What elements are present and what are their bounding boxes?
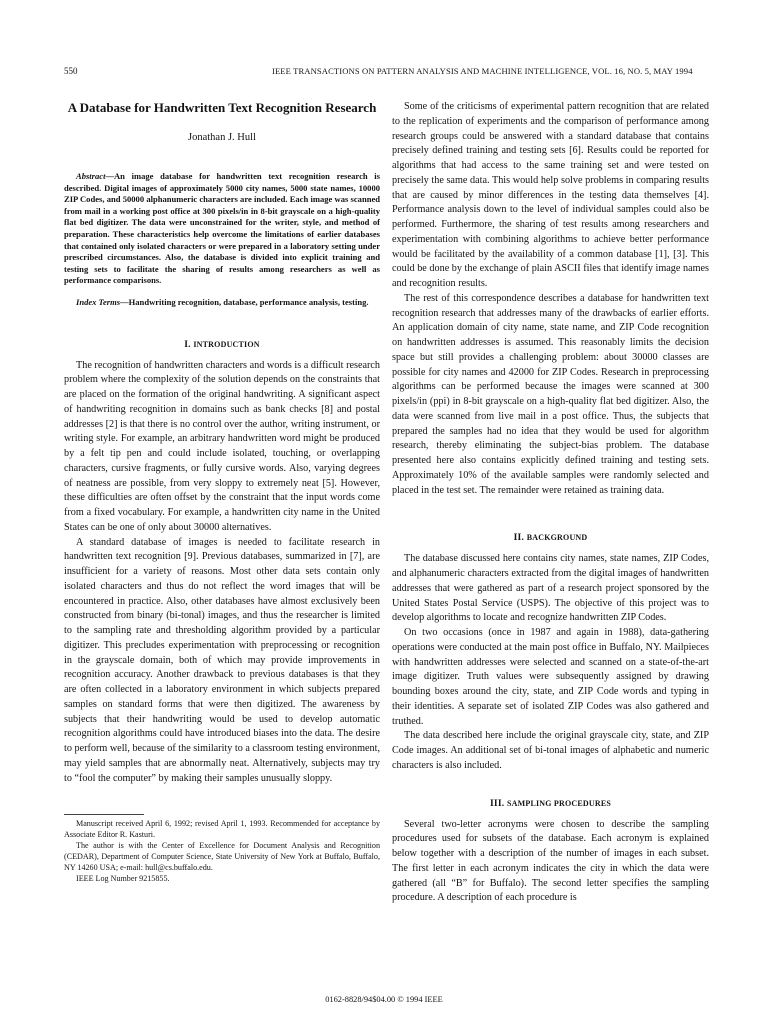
abstract (64, 171, 380, 287)
paper-title: A Database for Handwritten Text Recognition Research (67, 100, 377, 115)
section-number: II. (513, 532, 525, 544)
section-heading-background (392, 532, 709, 543)
copyright-line: 0162-8828/94$04.00 © 1994 IEEE (325, 995, 443, 1004)
footnote: The author is with the Center of Excellence for Document Analysis and Recognition (CEDAR), Department of Computer Science, State University of New York at Buffalo, Buffalo, NY 14260 USA; e-mail: hull@cs.buffalo.edu. (64, 841, 380, 872)
paragraph: Some of the criticisms of experimental pattern recognition that are related to the replication of experiments and the comparison of performance among research groups could be answered with a standard database that contains precisely defined training and testing sets [6]. Results could be reported for algorithms that had access to the same training set and were tested on precisely the same data. This would help solve problems in comparing results that are caused by minor differences in the testing data themselves [4]. Performance analysis down to the level of individual samples could also be performed. Furthermore, the sharing of test results among researchers and experimentation with combining algorithms to achieve better performance would be facilitated by the availability of a common database [1], [3]. This could be done by the exchange of plain ASCII files that identify image names and recognition results. (392, 101, 709, 289)
paragraph: On two occasions (once in 1987 and again in 1988), data-gathering operations were conducted at the main post office in Buffalo, NY. Mailpieces with handwritten addresses were selected and scanned on a state-of-the-art image digitizer. Truth values were subsequently assigned by drawing bounding boxes around the city, state, and ZIP Code words and typing in their identities. A separate set of isolated ZIP Codes was also gathered and truthed. (392, 627, 709, 727)
paragraph: The rest of this correspondence describes a database for handwritten text recognition research that addresses many of the drawbacks of earlier efforts. An application domain of city name, state name, and ZIP Code recognition on handwritten addresses is assumed. This reasonably limits the decision space but still provides a challenging problem: about 30000 classes are possible for city names and 42000 for ZIP Codes. Research in preprocessing algorithms can be performed because the images were scanned at 300 pixels/in (ppi) in 8-bit grayscale on a high-quality flat bed digitizer. Also, the data were scanned from live mail in a post office. Thus, the subjects that prepared the samples had no idea that they would be used for algorithm research, thereby eliminating the subject-bias problem. The database presented here also contains explicitly defined training and testing sets. Approximately 10% of the available samples were randomly selected and placed in the test set. The remainder were retained as training data. (392, 292, 709, 496)
paragraph: A standard database of images is needed to facilitate research in handwritten text recognition [9]. Previous databases, summarized in [7], are insufficient for a variety of reasons. Most other data sets contain only isolated characters and thus do not reflect the word images that will be encountered in practice. Also, other databases have almost exclusively been constructed from binary (bi-tonal) images, and thus the researcher is limited to the sampling rate and thresholding algorithm provided by a particular digitizer. This precludes experimentation with preprocessing or recognition in the grayscale domain, both of which may provide improvements in recognition accuracy. Another drawback to previous databases is that they are often collected in a laboratory environment in which subjects prepared samples on standard forms that were then digitized. The awareness by subjects that their handwriting would be used to develop automatic recognition algorithms could have introduced biases into the data. The desire to perform well, because of the similarity to a classroom testing environment, may yield samples that are abnormally neat. Alternatively, subjects may try to “fool the computer” by making their samples unusually sloppy. (64, 536, 381, 784)
abstract-label: Abstract (76, 171, 106, 181)
section-number: III. (489, 797, 505, 809)
section-title: INTRODUCTION (193, 339, 260, 349)
footnote: Manuscript received April 6, 1992; revised April 1, 1993. Recommended for acceptance by Associate Editor R. Kasturi. (64, 819, 380, 840)
right-column (392, 100, 709, 906)
abstract-text: —An image database for handwritten text recognition research is described. Digital images of approximately 5000 city names, 5000 state names, 10000 ZIP Codes, and 50000 alphanumeric characters are included. Each image was scanned from mail in a working post office at 300 pixels/in in 8-bit grayscale on a high-quality flat bed digitizer. The data were unconstrained for the writer, style, and method of preparation. These characteristics help overcome the limitations of earlier databases that contained only isolated characters or were prepared in a laboratory setting under prescribed circumstances. Also, the database is divided into explicit training and testing sets to facilitate the sharing of results among researchers as well as performance comparisons. (64, 171, 380, 286)
running-head: IEEE TRANSACTIONS ON PATTERN ANALYSIS AND MACHINE INTELLIGENCE, VOL. 16, NO. 5, MAY 1994 (272, 66, 693, 76)
section-title: SAMPLING PROCEDURES (506, 798, 612, 808)
paragraph: The data described here include the original grayscale city, state, and ZIP Code images. An additional set of bi-tonal images of alphabetic and numeric characters is also included. (392, 730, 709, 771)
page-number: 550 (64, 66, 78, 76)
left-column (64, 100, 380, 885)
index-terms (64, 297, 380, 309)
section-heading-sampling-procedures (392, 798, 709, 809)
section-heading-introduction (64, 339, 380, 350)
footnote: IEEE Log Number 9215855. (76, 873, 170, 883)
paragraph: The database discussed here contains city names, state names, ZIP Codes, and alphanumeric characters extracted from the digital images of handwritten addresses that were gathered as part of a research project sponsored by the United States Postal Service (USPS). The objective of this project was to develop algorithms to locate and recognize handwritten ZIP Codes. (392, 553, 709, 624)
paragraph: The recognition of handwritten characters and words is a difficult research problem where the complexity of the solution depends on the constraints that are placed on the formation of the original handwriting. A significant aspect of handwriting recognition in domains such as bank checks [8] and postal addresses [2] is that there is no control over the author, writing instrument, or writing style. For example, an arbitrary handwritten word might be produced by a felt tip pen and could include isolated, touching, or overlapping characters, cursive fragments, or fully cursive words. Also, varying degrees of neatness are possible, from very sloppy to extremely neat [5]. However, these difficulties are often offset by the constraint that the input words come from a fixed vocabulary. For example, a handwritten city name in the United States can be one of only about 30000 alternatives. (64, 359, 380, 533)
section-title: BACKGROUND (526, 533, 588, 543)
author-name: Jonathan J. Hull (188, 132, 256, 143)
section-number: I. (184, 338, 191, 350)
index-terms-text: —Handwriting recognition, database, performance analysis, testing. (120, 296, 369, 307)
index-terms-label: Index Terms (76, 296, 121, 307)
paragraph: Several two-letter acronyms were chosen to describe the sampling procedures used for subsets of the database. Each acronym is explained below together with a description of the number of images in each subset. The first letter in each acronym indicates the city in which the data were gathered (all “B” for Buffalo). The second letter specifies the sampling procedure. A description of each procedure is (392, 818, 709, 904)
